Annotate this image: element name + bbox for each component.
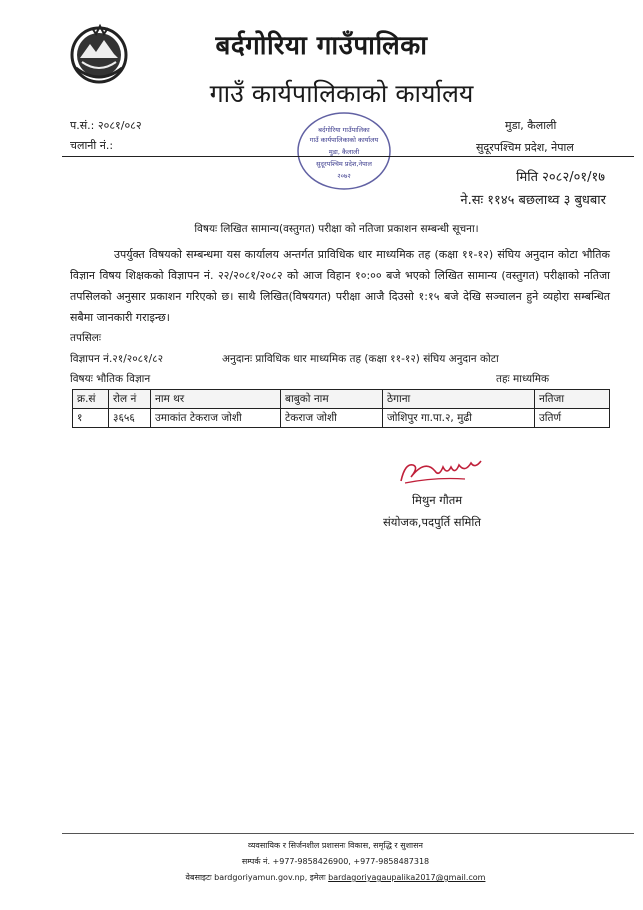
footer-website: वेबसाइटः bardgoriyamun.gov.np, इमेलः bbox=[185, 873, 326, 882]
cell-roll: ३६५६ bbox=[109, 409, 151, 428]
stamp-line4: सुदूरपश्चिम प्रदेश,नेपाल bbox=[316, 160, 372, 168]
handwritten-signature bbox=[395, 455, 485, 487]
col-header-address: ठेगाना bbox=[383, 390, 535, 409]
notice-body-text: उपर्युक्त विषयको सम्बन्धमा यस कार्यालय अन्तर्गत प्राविधिक धार माध्यमिक तह (कक्षा ११-१२) संघिय अनुदान कोटा भौतिक विज्ञान विषय शिक्षकको विज्ञापन नं. २२/२०८१/२०८२ को आज विहान १०:०० बजे भएको लिखित सामान्य (वस्तुगत) परीक्षाको नतिजा तपसिलको अनुसार प्रकाशन गरिएको छ। साथै लिखित(विषयगत) परीक्षा आजै दिउसो १:१५ बजे देखि सञ्चालन हुने व्यहोरा सम्बन्धित सबैमा जानकारी गराइन्छ। bbox=[70, 248, 610, 324]
footer-email-link[interactable]: bardagoriyagaupalika2017@gmail.com bbox=[328, 873, 486, 882]
signatory-name: मिथुन गौतम bbox=[412, 493, 463, 507]
level-line: तहः माध्यमिक bbox=[496, 373, 550, 385]
cell-result: उतिर्ण bbox=[535, 409, 610, 428]
header-divider bbox=[62, 156, 634, 157]
office-title-line2: गाउँ कार्यपालिकाको कार्यालय bbox=[209, 79, 474, 108]
cell-address: जोशिपुर गा.पा.२, मुढी bbox=[383, 409, 535, 428]
dispatch-number: चलानी नं.: bbox=[70, 139, 114, 152]
office-title-line1: बर्दगोरिया गाउँपालिका bbox=[215, 31, 428, 61]
details-label: तपसिलः bbox=[70, 332, 102, 344]
grant-description: अनुदानः प्राविधिक धार माध्यमिक तह (कक्षा ११-१२) संघिय अनुदान कोटा bbox=[222, 353, 499, 365]
reference-number: प.सं.: २०८१/०८२ bbox=[70, 119, 142, 132]
office-stamp bbox=[294, 108, 394, 194]
cell-father: टेकराज जोशी bbox=[281, 409, 383, 428]
cell-name: उमाकांत टेकराज जोशी bbox=[151, 409, 281, 428]
col-header-name: नाम थर bbox=[151, 390, 281, 409]
footer-motto: व्यवसायिक र सिर्जनशील प्रशासनः विकास, समृद्धि र सुशासन bbox=[248, 841, 423, 850]
col-header-serial: क्र.सं bbox=[73, 390, 109, 409]
footer-contact: सम्पर्क नं. +977-9858426900, +977-9858487318 bbox=[241, 857, 430, 866]
stamp-line1: बर्दगोरिया गाउँपालिका bbox=[318, 126, 370, 134]
results-table bbox=[72, 389, 610, 428]
stamp-line3: मुडा, कैलाली bbox=[328, 148, 360, 156]
footer-web bbox=[0, 872, 643, 883]
col-header-roll: रोल नं bbox=[109, 390, 151, 409]
table-header-row bbox=[73, 390, 610, 409]
notice-subject: विषयः लिखित सामान्य(वस्तुगत) परीक्षा को नतिजा प्रकाशन सम्बन्धी सूचना। bbox=[194, 223, 479, 235]
col-header-father: बाबुको नाम bbox=[281, 390, 383, 409]
date-nepal-sambat: ने.सः ११४५ बछलाथ्व ३ बुधबार bbox=[460, 193, 606, 208]
stamp-line2: गाउँ कार्यपालिकाको कार्यालय bbox=[309, 136, 379, 144]
date-bs: मिति २०८२/०१/१७ bbox=[516, 170, 605, 185]
notice-body bbox=[70, 244, 610, 328]
location-line2: सुदूरपश्चिम प्रदेश, नेपाल bbox=[476, 141, 574, 154]
footer-divider bbox=[62, 833, 634, 834]
subject-line: विषयः भौतिक विज्ञान bbox=[70, 373, 151, 385]
stamp-line5: २०७२ bbox=[337, 172, 351, 180]
signatory-role: संयोजक,पदपुर्ति समिति bbox=[383, 515, 481, 529]
table-row bbox=[73, 409, 610, 428]
location-line1: मुडा, कैलाली bbox=[505, 119, 557, 132]
col-header-result: नतिजा bbox=[535, 390, 610, 409]
advertisement-number: विज्ञापन नं.२१/२०८१/८२ bbox=[70, 353, 164, 365]
cell-serial: १ bbox=[73, 409, 109, 428]
